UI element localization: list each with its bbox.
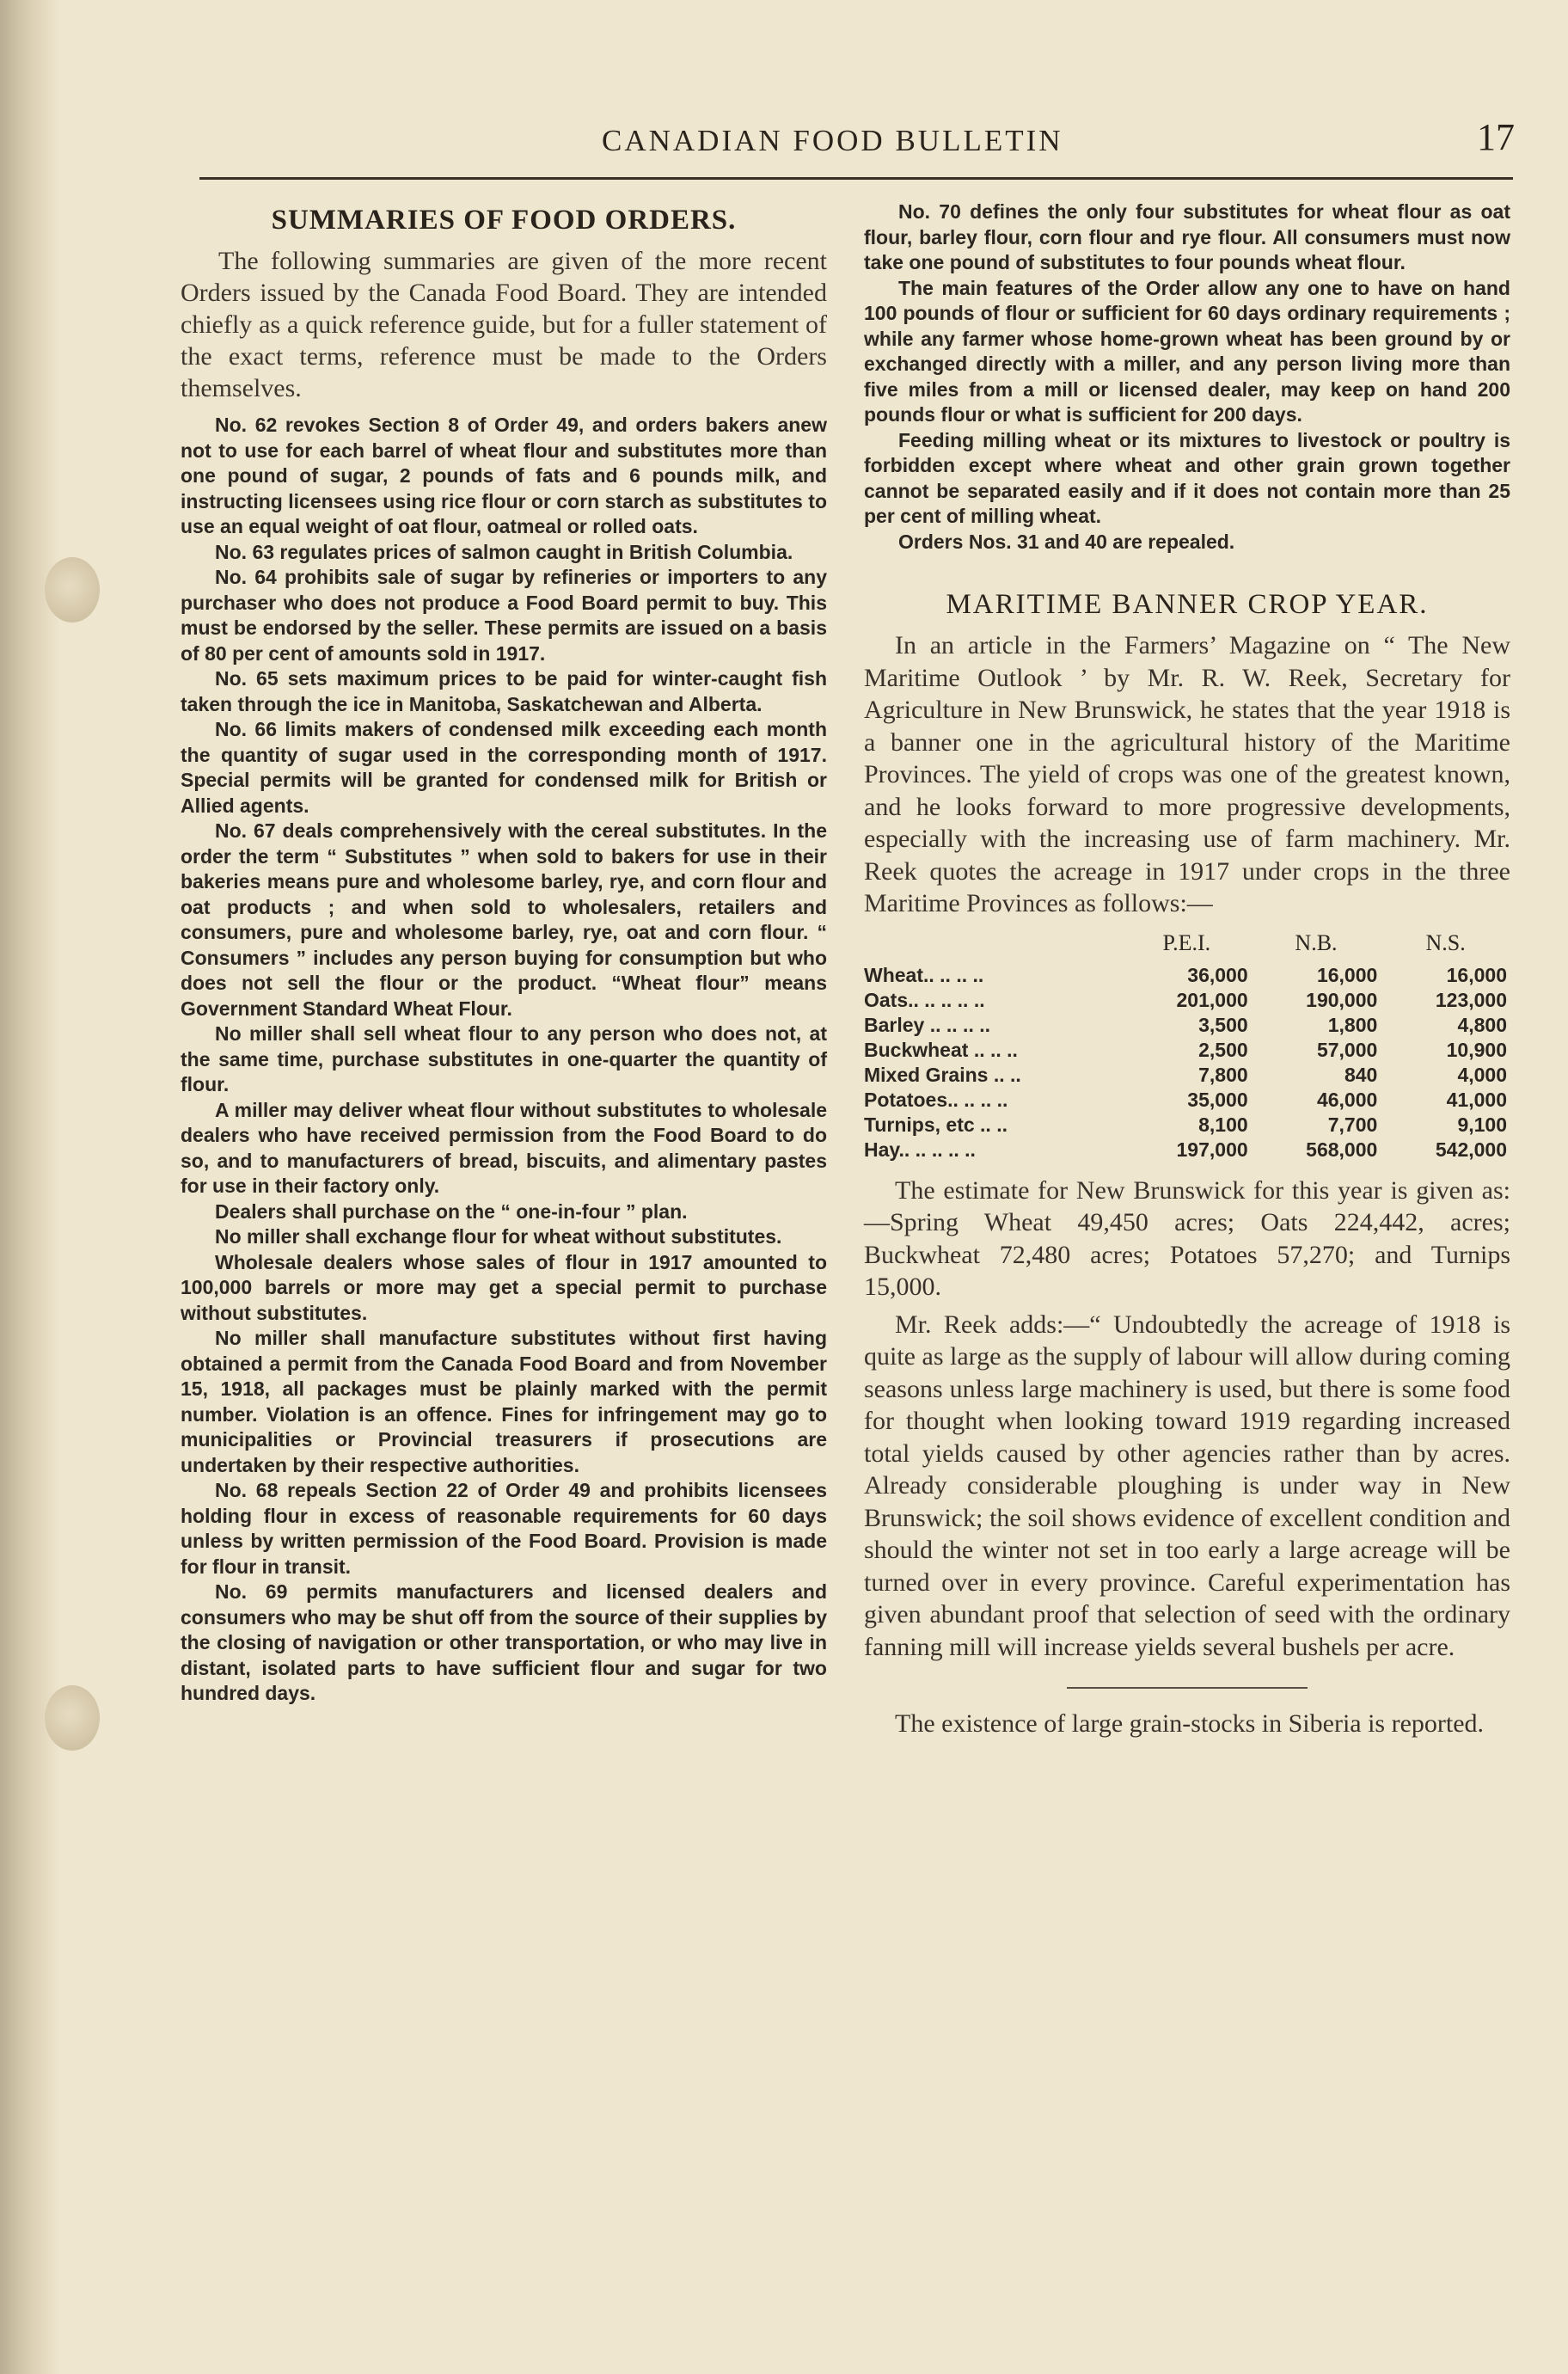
acreage-cell: 840 (1344, 1063, 1378, 1086)
estimate-paragraph: The estimate for New Brunswick for this year is given as:—Spring Wheat 49,450 acres; Oats 224,442, acres; Buckwheat 72,480 acres; Potatoes 57,270; and Turnips 15,000. (864, 1175, 1510, 1301)
order-summaries (181, 413, 827, 1707)
crop-name-cell: Mixed Grains .. .. (864, 1063, 1021, 1086)
acreage-cell: 16,000 (1446, 963, 1507, 986)
acreage-cell: 7,700 (1327, 1113, 1378, 1136)
acreage-cell: 57,000 (1316, 1038, 1378, 1061)
section-title: MARITIME BANNER CROP YEAR. (946, 589, 1429, 620)
crop-name-cell: Hay.. .. .. .. .. (864, 1138, 976, 1161)
order-summary-paragraph: No. 66 limits makers of condensed milk exceeding each month the quantity of sugar used in the corresponding month of 1917. Special permits will be granted for condensed milk for British or Allied agents. (181, 718, 827, 817)
running-head (181, 116, 1515, 170)
table-row (864, 1088, 1510, 1113)
crop-acreage-table (864, 930, 1510, 1162)
order-summary-paragraph: No. 69 permits manufacturers and licensed dealers and consumers who may be shut off from the source of their supplies by the closing of navigation or other transportation, or who may live in distant, isolated parts to have sufficient flour and sugar for two hundred days. (181, 1580, 827, 1704)
article-intro: In an article in the Farmers’ Magazine on “ The New Maritime Outlook ’ by Mr. R. W. Reek, Secretary for Agriculture in New Brunswick, he states that the year 1918 is a banner one in the agricultural history of the Maritime Provinces. The yield of crops was one of the greatest known, and he looks forward to more progressive developments, especially with the increasing use of farm machinery. Mr. Reek quotes the acreage in 1917 under crops in the three Maritime Provinces as follows:— (864, 631, 1510, 917)
order-summary-paragraph: Dealers shall purchase on the “ one-in-four ” plan. (215, 1199, 688, 1223)
order-summary-paragraph: No. 62 revokes Section 8 of Order 49, and orders bakers anew not to use for each barrel of wheat flour and substitutes more than one pound of sugar, 2 pounds of fats and 6 pounds milk, and instructing licensees using rice flour or corn starch as substitutes to use an equal weight of oat flour, oatmeal or rolled oats. (181, 414, 827, 537)
table-row (864, 1013, 1510, 1038)
binder-hole (45, 557, 100, 623)
crop-name-cell: Potatoes.. .. .. .. (864, 1088, 1008, 1111)
crop-name-cell: Buckwheat .. .. .. (864, 1038, 1018, 1061)
acreage-cell: 542,000 (1435, 1138, 1507, 1161)
acreage-cell: 35,000 (1187, 1088, 1248, 1111)
acreage-cell: 8,100 (1198, 1113, 1248, 1136)
page-number: 17 (1477, 116, 1515, 158)
column-header: N.B. (1295, 929, 1338, 955)
table-row (864, 963, 1510, 988)
table-row (864, 1063, 1510, 1088)
acreage-cell: 41,000 (1446, 1088, 1507, 1111)
table-row (864, 1138, 1510, 1162)
order-summary-paragraph: The main features of the Order allow any one to have on hand 100 pounds of flour or sufficient for 60 days ordinary requirements ; while any farmer whose home-grown wheat has been ground by or exchanged directly with a miller, and any person living more than five miles from a mill or licensed dealer, may keep on hand 200 pounds flour or what is sufficient for 200 days. (864, 276, 1510, 426)
order-summary-paragraph: Orders Nos. 31 and 40 are repealed. (898, 530, 1235, 553)
acreage-cell: 190,000 (1306, 988, 1378, 1011)
order-summary-paragraph: No. 65 sets maximum prices to be paid for winter-caught fish taken through the ice in Manitoba, Saskatchewan and Alberta. (181, 667, 827, 715)
table-corner (864, 930, 1122, 963)
column-header: N.S. (1425, 929, 1466, 955)
order-summary-paragraph: Wholesale dealers whose sales of flour in 1917 amounted to 100,000 barrels or more may get a special permit to purchase without substitutes. (181, 1250, 827, 1324)
order-summary-paragraph: No. 67 deals comprehensively with the cereal substitutes. In the order the term “ Substitutes ” when sold to bakers for use in their bakeries means pure and wholesome barley, rye, and corn flour and oat products ; and when sold to wholesalers, retailers and consumers, pure and wholesome barley, rye, oat and corn flour. “ Consumers ” includes any person buying for consumption but who does not sell the flour or the product. “Wheat flour” means Government Standard Wheat Flour. (181, 819, 827, 1020)
acreage-cell: 7,800 (1198, 1063, 1248, 1086)
order-summary-paragraph: No miller shall exchange flour for wheat without substitutes. (215, 1225, 782, 1248)
acreage-cell: 2,500 (1198, 1038, 1248, 1061)
order-summary-paragraph: No miller shall manufacture substitutes without first having obtained a permit from the Canada Food Board and from November 15, 1918, all packages must be plainly marked with the permit number. Violation is an offence. Fines for infringement may go to municipalities or Provincial treasurers if prosecutions are undertaken by their respective authorities. (181, 1327, 827, 1476)
order-summary-paragraph: No. 64 prohibits sale of sugar by refineries or importers to any purchaser who does not produce a Food Board permit to buy. This must be endorsed by the seller. These permits are issued on a basis of 80 per cent of amounts sold in 1917. (181, 566, 827, 665)
acreage-cell: 197,000 (1176, 1138, 1248, 1161)
acreage-cell: 10,900 (1446, 1038, 1507, 1061)
order-summary-paragraph: No. 70 defines the only four substitutes for wheat flour as oat flour, barley flour, corn flour and rye flour. All consumers must now take one pound of substitutes to four pounds wheat flour. (864, 200, 1510, 273)
acreage-cell: 123,000 (1435, 988, 1507, 1011)
journal-title: CANADIAN FOOD BULLETIN (602, 124, 1063, 157)
section-divider (1067, 1687, 1308, 1689)
column-header: P.E.I. (1162, 929, 1211, 955)
acreage-cell: 36,000 (1187, 963, 1248, 986)
acreage-cell: 16,000 (1316, 963, 1378, 986)
crop-name-cell: Barley .. .. .. .. (864, 1013, 991, 1036)
page-gutter-shadow (0, 0, 60, 2374)
table-row (864, 988, 1510, 1013)
order-summary-paragraph: No. 63 regulates prices of salmon caught in British Columbia. (215, 540, 793, 563)
acreage-cell: 568,000 (1306, 1138, 1378, 1161)
header-rule (199, 177, 1513, 180)
acreage-cell: 4,000 (1457, 1063, 1507, 1086)
quote-paragraph: Mr. Reek adds:—“ Undoubtedly the acreage of 1918 is quite as large as the supply of labour will allow during coming seasons unless large machinery is used, but there is some food for thought when looking toward 1919 regarding increased total yields caused by other agencies rather than by acres. Already considerable ploughing is under way in New Brunswick; the soil shows evidence of excellent condition and should the winter not set in too early a large acreage will be turned over in every province. Careful experimentation has given abundant proof that selection of seed with the ordinary fanning mill will increase yields several bushels per acre. (864, 1310, 1510, 1661)
binder-hole (45, 1685, 100, 1751)
order-summary-paragraph: No. 68 repeals Section 22 of Order 49 and prohibits licensees holding flour in excess of reasonable requirements for 60 days unless by written permission of the Food Board. Provision is made for flour in transit. (181, 1479, 827, 1578)
order-summary-paragraph: No miller shall sell wheat flour to any person who does not, at the same time, purchase substitutes in one-quarter the quantity of flour. (181, 1022, 827, 1095)
acreage-cell: 1,800 (1327, 1013, 1378, 1036)
left-column (181, 199, 827, 1707)
order-summary-paragraph: Feeding milling wheat or its mixtures to livestock or poultry is forbidden except where wheat and other grain grown together cannot be separated easily and if it does not contain more than 25 per cent of milling wheat. (864, 428, 1510, 527)
table-row (864, 1038, 1510, 1063)
acreage-cell: 3,500 (1198, 1013, 1248, 1036)
acreage-cell: 9,100 (1457, 1113, 1507, 1136)
acreage-cell: 201,000 (1176, 988, 1248, 1011)
closing-note: The existence of large grain-stocks in Siberia is reported. (895, 1709, 1485, 1738)
table-row (864, 1113, 1510, 1138)
section-title: SUMMARIES OF FOOD ORDERS. (271, 205, 737, 236)
right-column (864, 199, 1510, 1740)
crop-name-cell: Wheat.. .. .. .. (864, 963, 984, 986)
order-70-summary (864, 199, 1510, 555)
acreage-cell: 4,800 (1457, 1013, 1507, 1036)
acreage-cell: 46,000 (1316, 1088, 1378, 1111)
crop-name-cell: Oats.. .. .. .. .. (864, 988, 985, 1011)
crop-name-cell: Turnips, etc .. .. (864, 1113, 1008, 1136)
order-summary-paragraph: A miller may deliver wheat flour without substitutes to wholesale dealers who have received permission from the Food Board to do so, and to manufacturers of bread, biscuits, and alimentary pastes for use in their factory only. (181, 1098, 827, 1197)
intro-paragraph: The following summaries are given of the more recent Orders issued by the Canada Food Board. They are intended chiefly as a quick reference guide, but for a fuller statement of the exact terms, reference must be made to the Orders themselves. (181, 247, 827, 402)
